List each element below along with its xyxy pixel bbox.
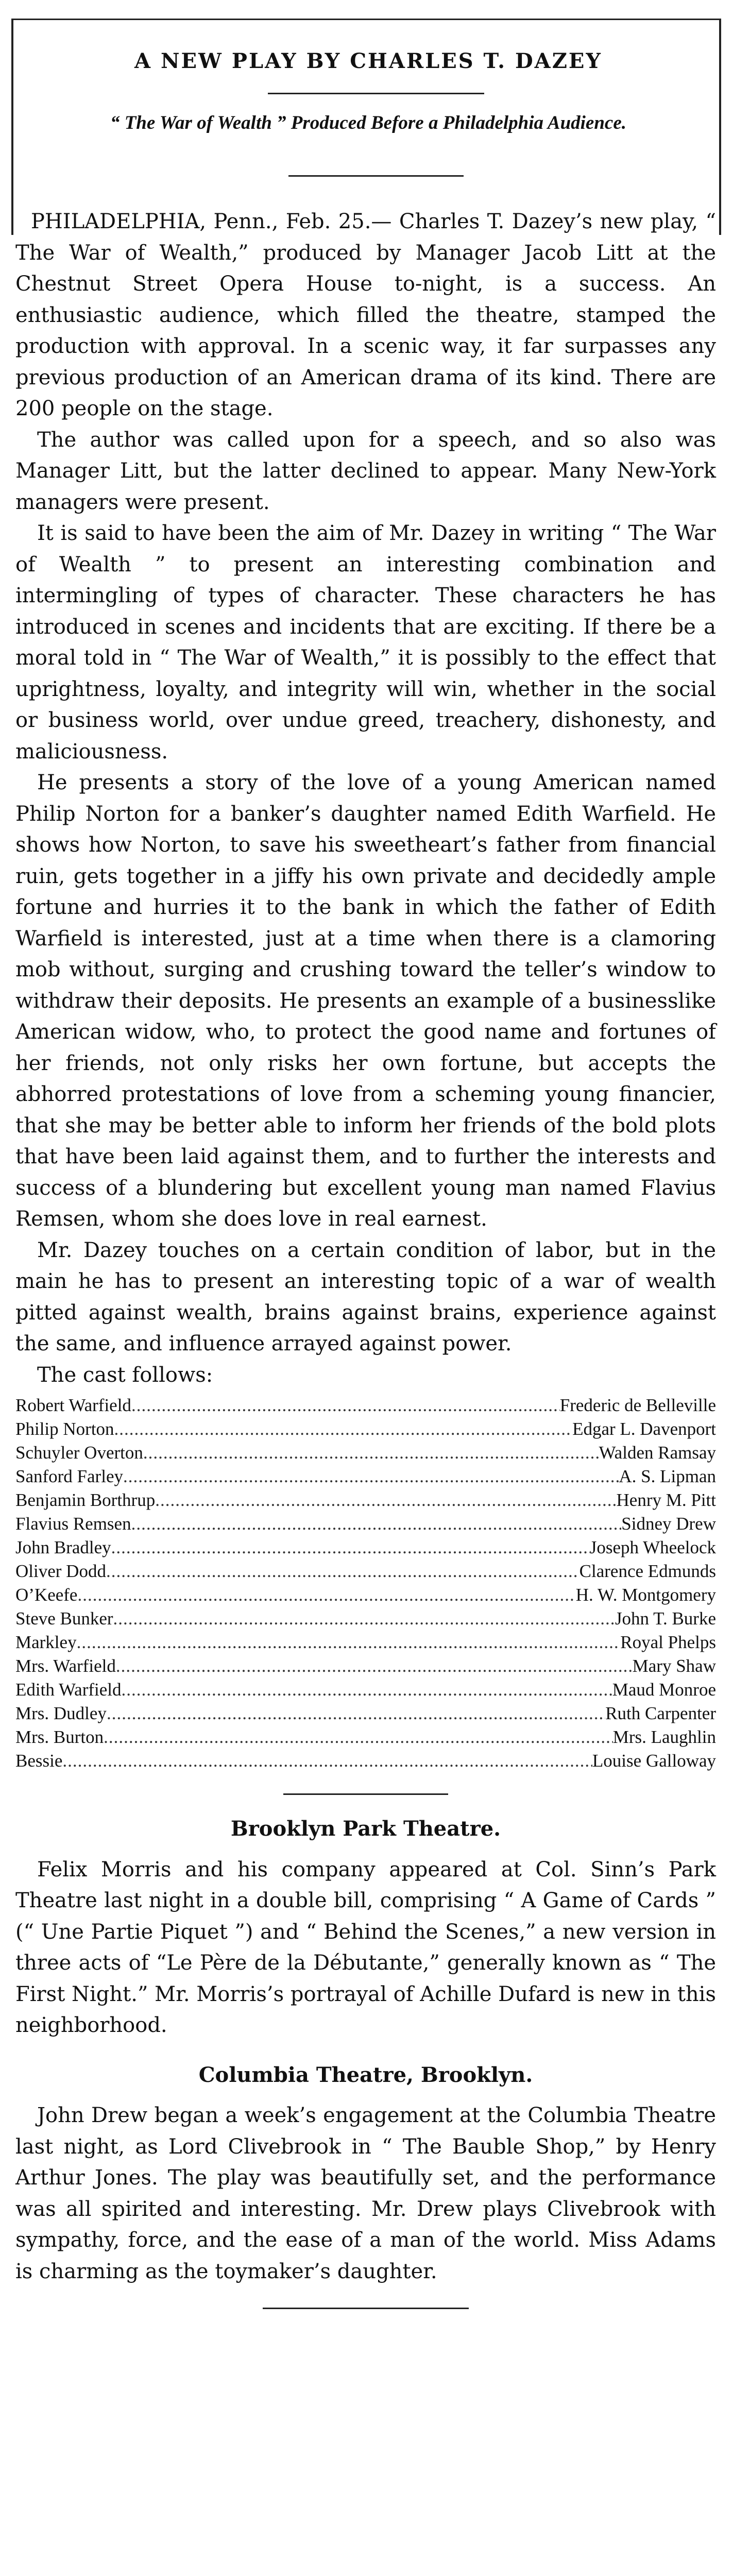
cast-row bbox=[15, 1488, 716, 1512]
section-title: Columbia Theatre, Brooklyn. bbox=[198, 2062, 533, 2087]
article-paragraph: Mr. Dazey touches on a certain condition of labor, but in the main he has to present an interesting topic of a war of wealth pitted against wealth, brains against brains, experience against the same, and influence arrayed against power. bbox=[15, 1238, 716, 1355]
cast-heading: The cast follows: bbox=[37, 1363, 213, 1387]
cast-role: Markley bbox=[15, 1632, 77, 1652]
leader-dots bbox=[62, 1749, 592, 1773]
cast-row bbox=[15, 1394, 716, 1417]
leader-dots bbox=[155, 1488, 616, 1512]
cast-row bbox=[15, 1465, 716, 1488]
top-border-rule bbox=[11, 19, 721, 20]
cast-actor: A. S. Lipman bbox=[619, 1466, 716, 1486]
cast-role: Mrs. Dudley bbox=[15, 1703, 107, 1723]
cast-actor: Walden Ramsay bbox=[599, 1443, 716, 1463]
section-divider bbox=[283, 1793, 448, 1795]
leader-dots bbox=[107, 1702, 605, 1725]
section-paragraph: John Drew began a week’s engagement at the Columbia Theatre last night, as Lord Clivebrook in “ The Bauble Shop,” by Henry Arthur Jones. The play was beautifully set, and the performance was all spirited and interesting. Mr. Drew plays Clivebrook with sympathy, force, and the ease of a man of the world. Miss Adams is charming as the toymaker’s daughter. bbox=[15, 2104, 716, 2283]
cast-row bbox=[15, 1631, 716, 1654]
cast-role: Philip Norton bbox=[15, 1419, 114, 1439]
left-border-rule bbox=[11, 19, 13, 235]
cast-role: Sanford Farley bbox=[15, 1466, 123, 1486]
section-paragraph: Felix Morris and his company appeared at Col. Sinn’s Park Theatre last night in a double bill, comprising “ A Game of Cards ” (“ Une Partie Piquet ”) and “ Behind the Scenes,” a new version in three acts of “Le Père de la Débutante,” generally known as “ The First Night.” Mr. Morris’s portrayal of Achille Dufard is new in this neighborhood. bbox=[15, 1857, 716, 2037]
end-divider bbox=[263, 2308, 469, 2309]
cast-role: O’Keefe bbox=[15, 1585, 78, 1605]
cast-actor: Louise Galloway bbox=[592, 1751, 716, 1771]
article-paragraph: PHILADELPHIA, Penn., Feb. 25.— Charles T. Dazey’s new play, “ The War of Wealth,” produced by Manager Jacob Litt at the Chestnut Street Opera House to-night, is a success. An enthusiastic audience, which filled the theatre, stamped the production with approval. In a scenic way, it far surpasses any previous production of an American drama of its kind. There are 200 people on the stage. bbox=[15, 210, 716, 420]
cast-role: Mrs. Warfield bbox=[15, 1656, 116, 1676]
article-paragraph: The author was called upon for a speech, and so also was Manager Litt, but the latter declined to appear. Many New-York managers were present. bbox=[15, 428, 716, 514]
leader-dots bbox=[111, 1536, 590, 1560]
cast-row bbox=[15, 1560, 716, 1583]
headline: A NEW PLAY BY CHARLES T. DAZEY bbox=[134, 49, 602, 73]
article-paragraph: He presents a story of the love of a young American named Philip Norton for a banker’s daughter named Edith Warfield. He shows how Norton, to save his sweetheart’s father from financial ruin, gets together in a jiffy his own private and decidedly ample fortune and hurries it to the bank in which the father of Edith Warfield is interested, just at a time when there is a clamoring mob without, surging and crushing toward the teller’s window to withdraw their deposits. He presents an example of a businesslike American widow, who, to protect the good name and fortunes of her friends, not only risks her own fortune, but accepts the abhorred protestations of love from a scheming young financier, that she may be better able to inform her friends of the bold plots that have been laid against them, and to further the interests and success of a blundering but excellent young man named Flavius Remsen, whom she does love in real earnest. bbox=[15, 771, 716, 1231]
cast-actor: Royal Phelps bbox=[620, 1632, 716, 1652]
article-paragraph: It is said to have been the aim of Mr. Dazey in writing “ The War of Wealth ” to present an interesting combination and intermingling of types of character. These characters he has introduced in scenes and incidents that are exciting. If there be a moral told in “ The War of Wealth,” it is possibly to the effect that uprightness, loyalty, and integrity will win, whether in the social or business world, over undue greed, treachery, dishonesty, and maliciousness. bbox=[15, 521, 716, 764]
cast-role: Oliver Dodd bbox=[15, 1561, 106, 1581]
headline-divider bbox=[268, 93, 484, 94]
leader-dots bbox=[77, 1631, 621, 1654]
cast-role: Benjamin Borthrup bbox=[15, 1490, 156, 1510]
cast-row bbox=[15, 1725, 716, 1749]
cast-row bbox=[15, 1654, 716, 1678]
cast-actor: Mary Shaw bbox=[632, 1656, 716, 1676]
cast-actor: Maud Monroe bbox=[612, 1680, 716, 1700]
leader-dots bbox=[143, 1441, 599, 1465]
leader-dots bbox=[114, 1417, 573, 1441]
leader-dots bbox=[113, 1607, 615, 1631]
leader-dots bbox=[122, 1678, 612, 1702]
cast-row bbox=[15, 1417, 716, 1441]
cast-row bbox=[15, 1512, 716, 1536]
leader-dots bbox=[131, 1512, 622, 1536]
cast-actor: John T. Burke bbox=[615, 1608, 716, 1629]
subhead: “ The War of Wealth ” Produced Before a Philadelphia Audience. bbox=[110, 112, 627, 133]
leader-dots bbox=[116, 1654, 633, 1678]
cast-row bbox=[15, 1583, 716, 1607]
leader-dots bbox=[77, 1583, 575, 1607]
cast-role: Bessie bbox=[15, 1751, 63, 1771]
leader-dots bbox=[104, 1725, 613, 1749]
section-title: Brooklyn Park Theatre. bbox=[230, 1817, 501, 1841]
cast-actor: Edgar L. Davenport bbox=[572, 1419, 716, 1439]
cast-actor: Joseph Wheelock bbox=[589, 1537, 716, 1557]
cast-actor: Sidney Drew bbox=[621, 1514, 716, 1534]
cast-role: Mrs. Burton bbox=[15, 1727, 104, 1747]
cast-list bbox=[15, 1394, 716, 1773]
article-body bbox=[15, 206, 716, 2309]
cast-row bbox=[15, 1536, 716, 1560]
cast-role: Steve Bunker bbox=[15, 1608, 113, 1629]
cast-actor: Frederic de Belleville bbox=[559, 1395, 716, 1415]
cast-row bbox=[15, 1702, 716, 1725]
right-border-rule bbox=[719, 19, 721, 235]
cast-role: John Bradley bbox=[15, 1537, 111, 1557]
cast-role: Edith Warfield bbox=[15, 1680, 122, 1700]
cast-actor: Mrs. Laughlin bbox=[612, 1727, 716, 1747]
cast-role: Robert Warfield bbox=[15, 1395, 131, 1415]
leader-dots bbox=[106, 1560, 579, 1583]
leader-dots bbox=[131, 1394, 560, 1417]
cast-role: Schuyler Overton bbox=[15, 1443, 143, 1463]
cast-role: Flavius Remsen bbox=[15, 1514, 131, 1534]
cast-actor: Henry M. Pitt bbox=[616, 1490, 716, 1510]
cast-actor: Clarence Edmunds bbox=[579, 1561, 716, 1581]
subhead-divider bbox=[288, 175, 464, 177]
cast-row bbox=[15, 1441, 716, 1465]
leader-dots bbox=[123, 1465, 619, 1488]
cast-actor: Ruth Carpenter bbox=[605, 1703, 716, 1723]
cast-actor: H. W. Montgomery bbox=[575, 1585, 716, 1605]
cast-row bbox=[15, 1607, 716, 1631]
cast-row bbox=[15, 1678, 716, 1702]
cast-row bbox=[15, 1749, 716, 1773]
